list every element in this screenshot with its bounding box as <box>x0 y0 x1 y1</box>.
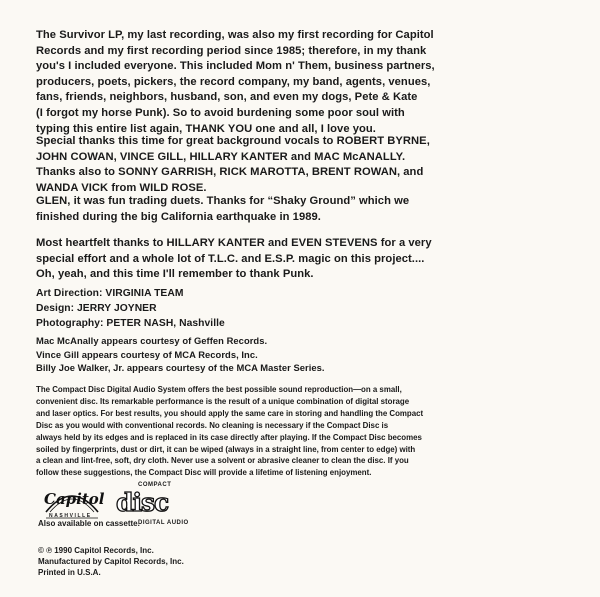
text-line: The Survivor LP, my last recording, was also my first recording for Capitol <box>36 29 434 41</box>
text-line: Records and my first recording period since 1985; therefore, in my thank <box>36 44 427 57</box>
courtesy-notes <box>36 334 576 375</box>
notice-line: and laser optics. For best results, you should apply the same care in storing and handling the Compact <box>36 408 424 418</box>
courtesy-line: Billy Joe Walker, Jr. appears courtesy of the MCA Master Series. <box>36 362 325 374</box>
notice-line: convenient disc. Its remarkable performance is the result of a unique combination of digital storage <box>36 396 410 406</box>
text-line: Special thanks this time for great background vocals to ROBERT BYRNE, <box>36 135 430 147</box>
copyright-line: © ℗ 1990 Capitol Records, Inc. <box>38 546 154 555</box>
text-line: typing this entire list again, THANK YOU one and all, I love you. <box>36 122 376 135</box>
thanks-paragraph <box>36 28 576 137</box>
credit-line: Art Direction: VIRGINIA TEAM <box>36 288 184 299</box>
text-line: GLEN, it was fun trading duets. Thanks for “Shaky Ground” which we <box>36 195 410 207</box>
copyright-line: Printed in U.S.A. <box>38 568 101 577</box>
notice-line: follow these suggestions, the Compact Disc will provide a lifetime of listening enjoyment. <box>36 468 372 478</box>
credit-line: Photography: PETER NASH, Nashville <box>36 317 225 329</box>
notice-line: always held by its edges and is replaced in its case directly after playing. If the Compact Disc becomes <box>36 432 422 442</box>
text-line: (I forgot my horse Punk). So to avoid burdening some poor soul with <box>36 106 405 119</box>
cassette-note: Also available on cassette. <box>38 519 140 528</box>
capitol-subtitle: NASHVILLE <box>49 513 92 519</box>
credit-line: Design: JERRY JOYNER <box>36 302 157 314</box>
text-line: Most heartfelt thanks to HILLARY KANTER and EVEN STEVENS for a very <box>36 237 432 249</box>
vocals-paragraph <box>36 134 576 196</box>
cd-logo-top: COMPACT <box>138 482 172 488</box>
notice-line: a clean and lint-free, soft, dry cloth. Never use a solvent or abrasive cleaner to clean the disc. If you <box>36 456 409 466</box>
heartfelt-paragraph <box>36 236 576 283</box>
text-line: producers, poets, pickers, the record company, my band, agents, venues, <box>36 75 431 88</box>
text-line: special effort and a whole lot of T.L.C. and E.S.P. magic on this project.... <box>36 252 425 265</box>
text-line: fans, friends, neighbors, husband, son, and even my dogs, Pete & Kate <box>36 91 418 104</box>
text-line: JOHN COWAN, VINCE GILL, HILLARY KANTER and MAC McANALLY. <box>36 150 406 163</box>
credits <box>36 287 576 331</box>
text-line: WANDA VICK from WILD ROSE. <box>36 181 207 194</box>
courtesy-line: Mac McAnally appears courtesy of Geffen Records. <box>36 335 268 346</box>
cd-logo-disc: disc <box>116 488 169 517</box>
text-line: Oh, yeah, and this time I'll remember to thank Punk. <box>36 268 314 281</box>
text-line: you's I included everyone. This included Mom n' Them, business partners, <box>36 60 435 73</box>
courtesy-line: Vince Gill appears courtesy of MCA Records, Inc. <box>36 348 258 360</box>
notice-line: The Compact Disc Digital Audio System offers the best possible sound reproduction—on a small, <box>36 385 402 394</box>
cd-logo-bottom: DIGITAL AUDIO <box>138 520 189 526</box>
copyright-block <box>38 545 184 578</box>
notice-line: soiled by fingerprints, dust or dirt, it can be wiped (always in a straight line, from center to edge) with <box>36 444 416 454</box>
text-line: finished during the big California earthquake in 1989. <box>36 210 321 223</box>
compact-disc-notice <box>36 384 581 479</box>
notice-line: Disc as you would with conventional records. No cleaning is necessary if the Compact Disc is <box>36 420 389 430</box>
copyright-line: Manufactured by Capitol Records, Inc. <box>38 557 184 566</box>
capitol-script: Capitol <box>44 490 105 508</box>
text-line: Thanks also to SONNY GARRISH, RICK MAROTTA, BRENT ROWAN, and <box>36 166 424 179</box>
glen-paragraph <box>36 194 576 225</box>
